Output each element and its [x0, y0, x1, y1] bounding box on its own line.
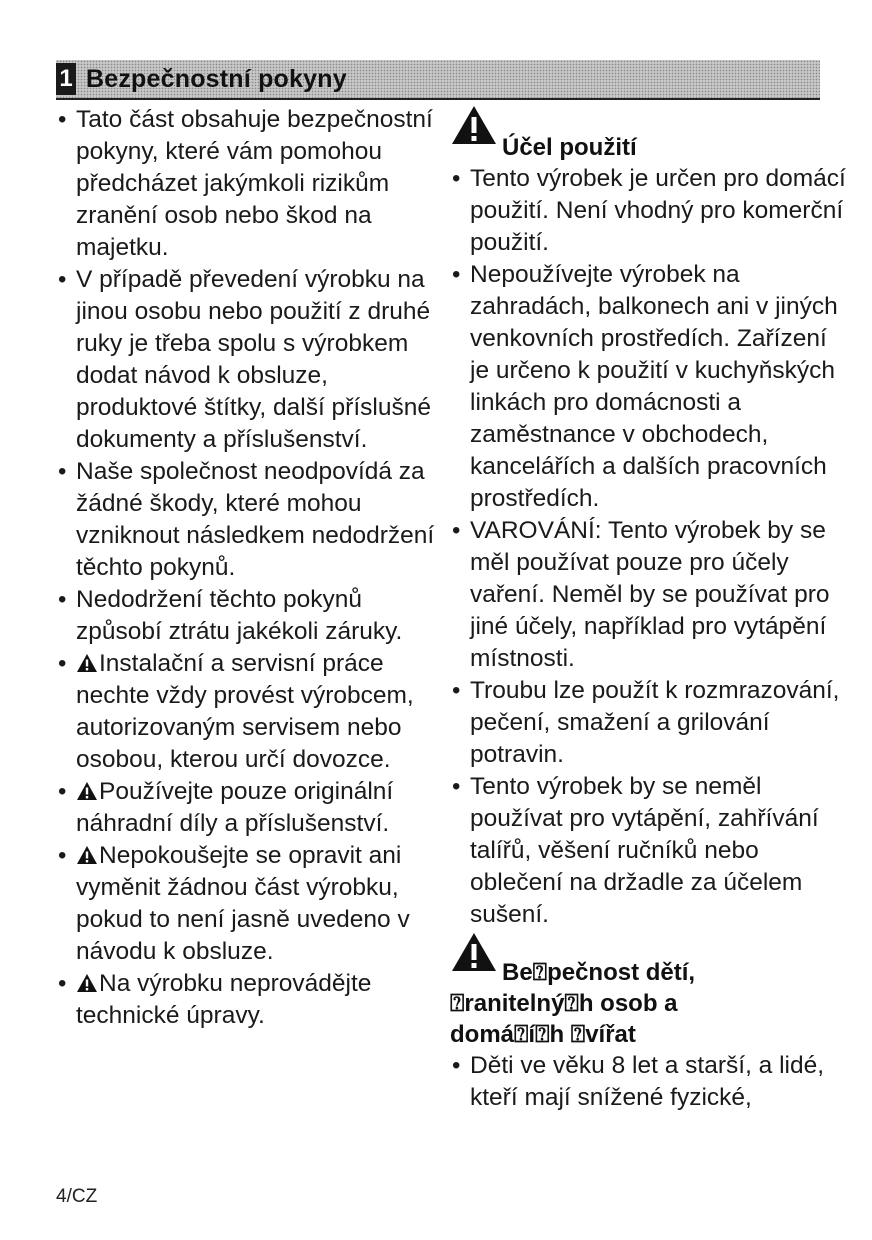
list-item-text: Troubu lze použít k rozmrazování, pečení, smažení a grilování potravin.	[470, 677, 840, 768]
list-item-text: Tento výrobek by se měl používat pouze pro účely vaření. Neměl by se používat pro jiné účely, například pro vytápění místnosti.	[470, 517, 830, 672]
list-item	[450, 515, 850, 675]
list-item	[56, 776, 436, 840]
list-item	[56, 648, 436, 776]
section-number: 1	[56, 63, 76, 95]
list-item	[450, 259, 850, 515]
list-item-text: Nedodržení těchto pokynů způsobí ztrátu jakékoli záruky.	[76, 586, 403, 645]
warning-triangle-icon	[450, 104, 498, 146]
list-item-text: Instalační a servisní práce nechte vždy provést výrobcem, autorizovaným servisem nebo osobou, kterou určí dovozce.	[76, 650, 414, 773]
list-item	[56, 264, 436, 456]
child-safety-title-line-3: domá⍰í⍰h ⍰vířat	[450, 1021, 636, 1048]
child-safety-heading	[450, 931, 850, 1050]
warning-triangle-icon	[450, 931, 498, 973]
list-item	[56, 968, 436, 1032]
list-item	[450, 163, 850, 259]
list-item-text: Tento výrobek je určen pro domácí použití. Není vhodný pro komerční použití.	[470, 165, 846, 256]
list-item-text: Děti ve věku 8 let a starší, a lidé, kteří mají snížené fyzické,	[470, 1052, 825, 1111]
child-safety-list	[450, 1050, 850, 1114]
list-item-text: Naše společnost neodpovídá za žádné škody, které mohou vzniknout následkem nedodržení těchto pokynů.	[76, 458, 435, 581]
list-item-text: V případě převedení výrobku na jinou osobu nebo použití z druhé ruky je třeba spolu s výrobkem dodat návod k obsluze, produktové štítky, další příslušné dokumenty a příslušenství.	[76, 266, 431, 453]
left-column	[56, 104, 436, 1032]
right-column	[450, 104, 850, 1114]
page-number: 4/CZ	[56, 1186, 98, 1207]
intended-use-list	[450, 163, 850, 931]
list-item	[56, 840, 436, 968]
section-title: Bezpečnostní pokyny	[86, 65, 347, 93]
list-item-text: Nepokoušejte se opravit ani vyměnit žádnou část výrobku, pokud to není jasně uvedeno v návodu k obsluze.	[76, 842, 410, 965]
warning-triangle-icon	[76, 781, 98, 801]
warning-triangle-icon	[76, 653, 98, 673]
warning-triangle-icon	[76, 845, 98, 865]
intended-use-heading	[450, 104, 850, 163]
list-item	[450, 771, 850, 931]
list-item	[56, 456, 436, 584]
child-safety-title-line-1: Be⍰pečnost dětí,	[502, 959, 696, 986]
list-item	[56, 104, 436, 264]
safety-list	[56, 104, 436, 1032]
list-item-text: Používejte pouze originální náhradní díly a příslušenství.	[76, 778, 394, 837]
section-header	[56, 60, 820, 100]
warning-triangle-icon	[76, 973, 98, 993]
list-item-text: Na výrobku neprovádějte technické úpravy.	[76, 970, 372, 1029]
child-safety-title-line-2: ⍰ranitelný⍰h osob a	[450, 990, 678, 1017]
list-item-text: Tato část obsahuje bezpečnostní pokyny, které vám pomohou předcházet jakýmkoli rizikům zranění osob nebo škod na majetku.	[76, 106, 433, 261]
list-item	[450, 1050, 850, 1114]
warning-label: VAROVÁNÍ:	[470, 517, 602, 544]
intended-use-title: Účel použití	[502, 134, 637, 161]
list-item-text: Tento výrobek by se neměl používat pro vytápění, zahřívání talířů, věšení ručníků nebo oblečení na držadle za účelem sušení.	[470, 773, 819, 928]
list-item	[450, 675, 850, 771]
list-item-text: Nepoužívejte výrobek na zahradách, balkonech ani v jiných venkovních prostředích. Zařízení je určeno k použití v kuchyňských linkách pro domácnosti a zaměstnance v obchodech, kancelářích a dalších pracovních prostředích.	[470, 261, 838, 512]
list-item	[56, 584, 436, 648]
